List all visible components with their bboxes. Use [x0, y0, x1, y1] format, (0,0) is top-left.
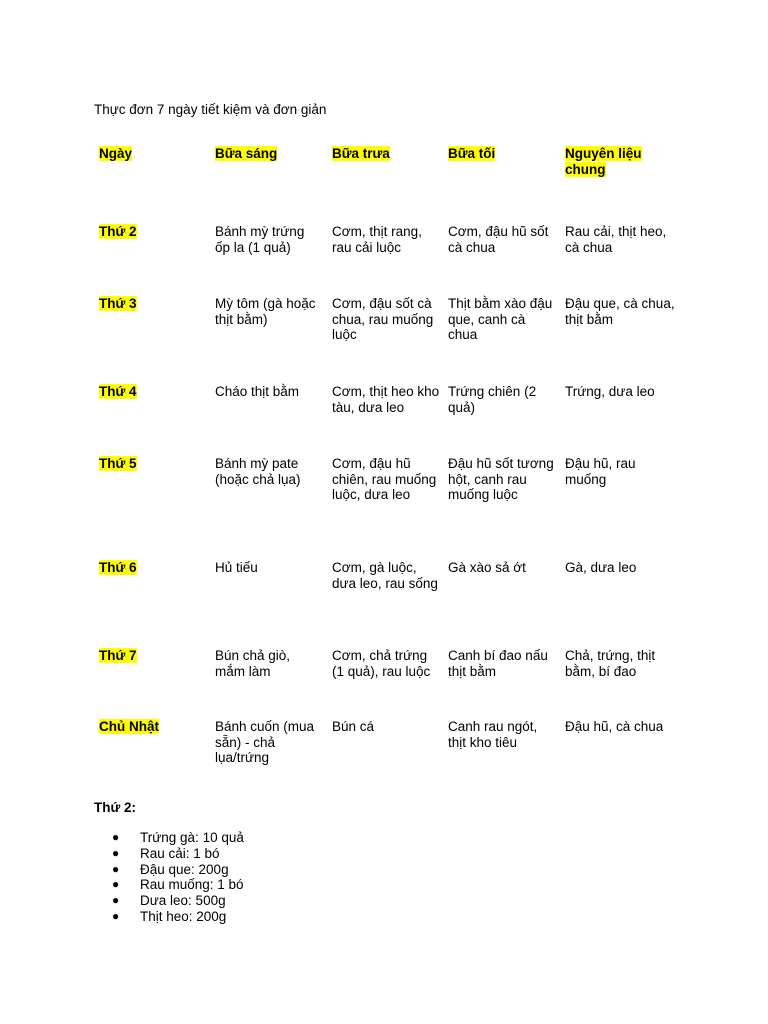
bullet-icon: ●	[112, 861, 120, 876]
lunch-cell: Cơm, thịt heo kho tàu, dưa leo	[332, 384, 440, 415]
dinner-cell: Canh bí đao nấu thịt bằm	[448, 648, 548, 679]
shopping-list-title: Thứ 2:	[94, 800, 137, 815]
ingredients-cell: Gà, dưa leo	[565, 560, 637, 575]
day-cell: Chủ Nhật	[99, 719, 159, 734]
dinner-cell: Đậu hũ sốt tương hột, canh rau muống luộc	[448, 456, 554, 502]
breakfast-cell: Cháo thịt bằm	[215, 384, 300, 399]
ingredients-cell: Chả, trứng, thịt bằm, bí đao	[565, 648, 656, 679]
header-cell-ingredients: Nguyên liệu chung	[565, 146, 642, 177]
day-cell: Thứ 6	[99, 560, 137, 575]
breakfast-cell: Bún chả giò, mắm làm	[215, 648, 291, 679]
day-cell: Thứ 3	[99, 296, 137, 311]
dinner-cell: Trứng chiên (2 quả)	[448, 384, 537, 415]
list-item: ● Trứng gà: 10 quả	[112, 830, 244, 845]
lunch-cell: Bún cá	[332, 719, 375, 734]
ingredients-cell: Đậu hũ, rau muống	[565, 456, 636, 487]
list-item: ● Rau cải: 1 bó	[112, 845, 220, 861]
day-cell: Thứ 5	[99, 456, 137, 471]
dinner-cell: Thịt bằm xào đậu que, canh cà chua	[448, 296, 553, 342]
lunch-cell: Cơm, gà luộc, dưa leo, rau sống	[332, 560, 438, 591]
list-item: ● Rau muống: 1 bó	[112, 877, 244, 893]
list-item: ● Đậu que: 200g	[112, 861, 229, 877]
breakfast-cell: Hủ tiếu	[215, 560, 258, 575]
day-cell: Thứ 7	[99, 648, 137, 663]
dinner-cell: Cơm, đậu hũ sốt cà chua	[448, 224, 549, 255]
list-item: ● Dưa leo: 500g	[112, 893, 226, 909]
lunch-cell: Cơm, đậu hũ chiên, rau muống luộc, dưa leo	[332, 456, 437, 502]
shopping-list	[112, 830, 244, 925]
ingredients-cell: Đậu hũ, cà chua	[565, 719, 664, 734]
day-cell: Thứ 4	[99, 384, 137, 399]
header-cell-lunch: Bữa trưa	[332, 146, 390, 161]
lunch-cell: Cơm, chả trứng (1 quả), rau luộc	[332, 648, 431, 679]
bullet-icon: ●	[112, 830, 120, 844]
ingredients-cell: Rau cải, thịt heo, cà chua	[565, 224, 667, 255]
header-cell-breakfast: Bữa sáng	[215, 146, 278, 161]
dinner-cell: Canh rau ngót, thịt kho tiêu	[448, 719, 538, 750]
bullet-icon: ●	[112, 877, 120, 892]
breakfast-cell: Bánh cuốn (mua sẵn) - chả lụa/trứng	[215, 719, 315, 765]
list-item: ● Thịt heo: 200g	[112, 908, 227, 924]
breakfast-cell: Bánh mỳ pate (hoặc chả lụa)	[215, 456, 301, 487]
bullet-icon: ●	[112, 893, 120, 908]
header-cell-dinner: Bữa tối	[448, 146, 496, 161]
breakfast-cell: Mỳ tôm (gà hoặc thịt bằm)	[215, 296, 316, 327]
bullet-icon: ●	[112, 908, 120, 923]
dinner-cell: Gà xào sả ớt	[448, 560, 526, 575]
bullet-icon: ●	[112, 845, 120, 860]
lunch-cell: Cơm, đậu sốt cà chua, rau muống luộc	[332, 296, 434, 342]
day-cell: Thứ 2	[99, 224, 137, 239]
ingredients-cell: Trứng, dưa leo	[565, 384, 655, 399]
ingredients-cell: Đậu que, cà chua, thịt bằm	[565, 296, 675, 327]
header-cell-day: Ngày	[99, 146, 133, 161]
breakfast-cell: Bánh mỳ trứng ốp la (1 quả)	[215, 224, 305, 255]
document-title: Thực đơn 7 ngày tiết kiệm và đơn giản	[94, 102, 327, 117]
lunch-cell: Cơm, thịt rang, rau cải luộc	[332, 224, 422, 255]
